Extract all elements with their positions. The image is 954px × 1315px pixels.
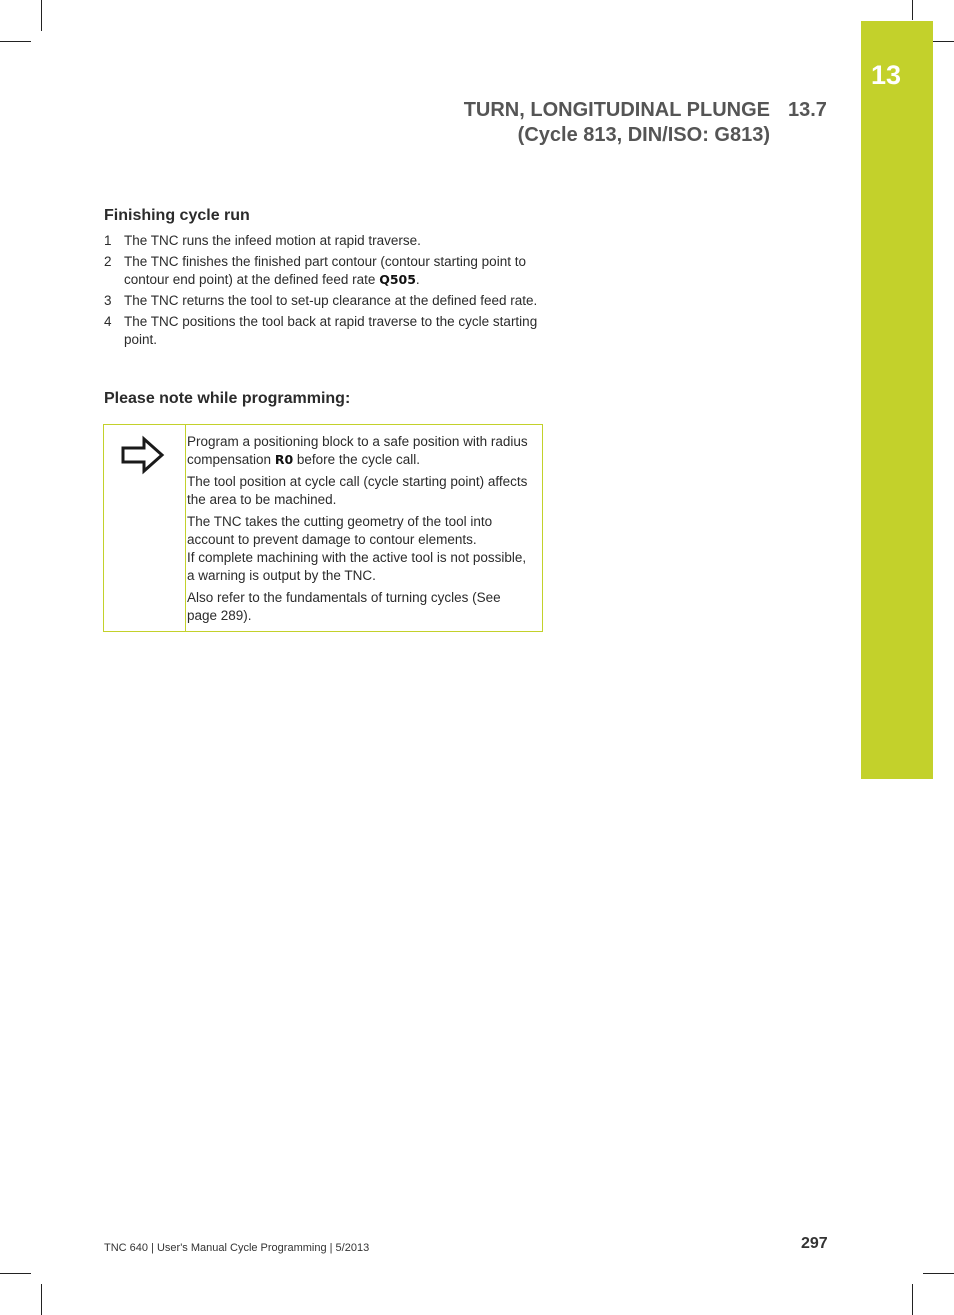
crop-mark	[912, 1284, 913, 1315]
crop-mark	[923, 1273, 954, 1274]
page-number: 297	[801, 1235, 828, 1252]
note-divider	[185, 425, 186, 631]
finishing-steps-list	[104, 232, 544, 352]
note-box	[103, 424, 543, 632]
arrow-right-icon	[120, 435, 166, 480]
crop-mark	[0, 1273, 31, 1274]
step-text: The TNC returns the tool to set-up clearance at the defined feed rate.	[124, 293, 538, 308]
crop-mark	[0, 41, 31, 42]
chapter-tab	[861, 21, 933, 779]
note-paragraph: The tool position at cycle call (cycle starting point) affects the area to be machined.	[187, 474, 528, 507]
parameter-code: R0	[274, 452, 294, 467]
note-text-part: If complete machining with the active tool is not possible, a warning is output by the TNC.	[187, 550, 527, 583]
crop-mark	[41, 0, 42, 31]
notes-heading: Please note while programming:	[104, 390, 351, 407]
step-number: 2	[104, 254, 112, 269]
section-number: 13.7	[788, 99, 827, 121]
step-number: 1	[104, 233, 112, 248]
section-title-line2: (Cycle 813, DIN/ISO: G813)	[517, 124, 770, 146]
crop-mark	[912, 0, 913, 20]
parameter-code: Q505	[379, 272, 416, 287]
note-paragraph	[187, 433, 532, 469]
section-title-line1: TURN, LONGITUDINAL PLUNGE	[463, 99, 770, 121]
note-text-part: The TNC takes the cutting geometry of the tool into account to prevent damage to contour elements.	[187, 514, 493, 547]
note-paragraph	[187, 513, 532, 585]
note-text-part: Program a positioning block to a safe position with radius compensation	[187, 434, 528, 467]
crop-mark	[41, 1284, 42, 1315]
step-text: The TNC positions the tool back at rapid traverse to the cycle starting point.	[124, 314, 538, 347]
step-number: 4	[104, 314, 112, 329]
chapter-number: 13	[871, 60, 902, 90]
note-paragraph: Also refer to the fundamentals of turning cycles (See page 289).	[187, 590, 501, 623]
footer-text: TNC 640 | User's Manual Cycle Programming | 5/2013	[104, 1242, 370, 1254]
step-text-part: .	[415, 272, 420, 287]
step-text-part: The TNC finishes the finished part contour (contour starting point to contour end point) at the defined feed rate	[124, 254, 526, 287]
step-text: The TNC runs the infeed motion at rapid traverse.	[124, 233, 421, 248]
step-number: 3	[104, 293, 112, 308]
list-item	[104, 232, 544, 250]
finishing-heading: Finishing cycle run	[104, 207, 250, 224]
list-item	[104, 292, 544, 310]
list-item	[104, 313, 544, 349]
list-item	[104, 253, 544, 289]
note-text-part: before the cycle call.	[293, 452, 420, 467]
section-title	[464, 98, 770, 148]
step-text	[124, 253, 544, 289]
note-text	[187, 433, 532, 629]
